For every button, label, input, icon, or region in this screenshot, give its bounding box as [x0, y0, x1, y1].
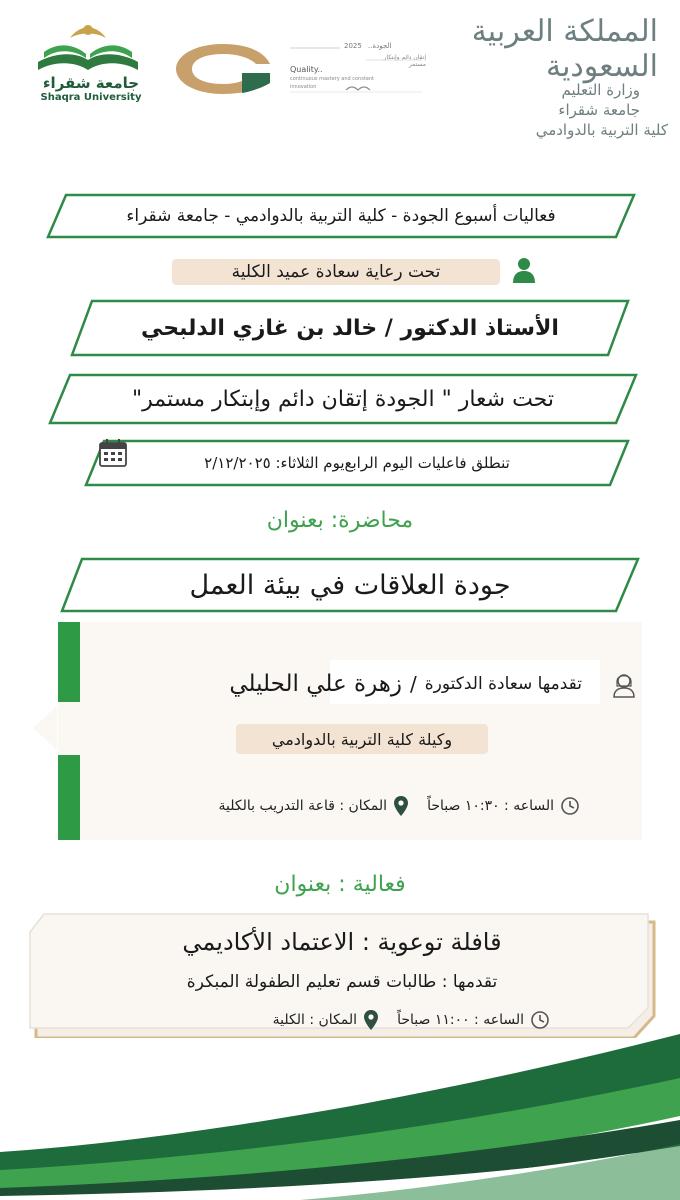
quality-logo-en-line2: innovation — [290, 84, 317, 90]
shaqra-logo-text — [36, 74, 146, 103]
slogan-text: تحت شعار " الجودة إتقان دائم وإبتكار مستمر" — [132, 386, 554, 412]
lecture-card-accent-bottom — [58, 755, 80, 840]
shaqra-university-logo-icon — [30, 18, 146, 78]
presenter-label: تقدمها سعادة الدكتورة — [424, 674, 582, 694]
university-name: جامعة شقراء — [558, 101, 640, 119]
presenter-row — [100, 664, 600, 704]
female-presenter-icon — [612, 672, 636, 698]
dean-name: الأستاذ الدكتور / خالد بن غازي الدلبحي — [141, 315, 559, 341]
lecture-heading: محاضرة: بعنوان — [266, 508, 414, 533]
clock-icon — [560, 796, 580, 816]
day-info-banner — [84, 438, 630, 488]
lecture-card-notch — [33, 706, 57, 750]
dean-banner — [70, 298, 630, 358]
day-info-date: يوم الثلاثاء: ٢/١٢/٢٠٢٥ — [204, 454, 345, 472]
day-info-label: تنطلق فاعليات اليوم الرابع — [344, 454, 510, 472]
college-name: كلية التربية بالدوادمي — [535, 121, 668, 139]
quality-logo-year: 2025 — [344, 42, 362, 50]
quality-logo-ar-title: الجودة.. — [368, 42, 392, 50]
activity-place: المكان : الكلية — [272, 1012, 358, 1028]
lecture-place: المكان : قاعة التدريب بالكلية — [218, 798, 388, 814]
activity-heading: فعالية : بعنوان — [274, 872, 406, 897]
footer-waves — [0, 1020, 680, 1200]
ministry-block — [400, 80, 668, 140]
kingdom-title: المملكة العربية السعودية — [471, 14, 658, 84]
shaqra-logo-en: Shaqra University — [40, 92, 142, 103]
person-icon — [512, 256, 536, 284]
shaqra-logo-ar: جامعة شقراء — [42, 74, 140, 92]
lecture-title-banner — [60, 556, 640, 614]
quality-week-logo — [286, 40, 426, 96]
ministry-name: وزارة التعليم — [561, 81, 640, 99]
activity-time: الساعه : ١١:٠٠ صباحاً — [397, 1012, 524, 1028]
quality-logo-ar-sub: إتقان دائم وإبتكار مستمر — [383, 54, 426, 68]
quality-logo-graphic — [286, 40, 426, 96]
patronage-chip — [172, 259, 500, 285]
event-series-text: فعاليات أسبوع الجودة - كلية التربية بالدوادمي - جامعة شقراء — [126, 206, 556, 226]
lecture-time: الساعه : ١٠:٣٠ صباحاً — [427, 798, 554, 814]
lecture-card-accent-top — [58, 622, 80, 702]
activity-title: قافلة توعوية : الاعتماد الأكاديمي — [182, 928, 502, 956]
location-pin-icon — [393, 795, 409, 817]
presenter-role: وكيلة كلية التربية بالدوادمي — [271, 729, 453, 749]
event-series-banner — [46, 192, 636, 240]
brand-emblem — [172, 40, 274, 98]
presenter-role-chip — [236, 724, 488, 754]
slogan-banner — [48, 372, 638, 426]
activity-presenter: تقدمها : طالبات قسم تعليم الطفولة المبكرة — [186, 972, 498, 992]
presenter-slash: / — [410, 672, 417, 696]
lecture-title: جودة العلاقات في بيئة العمل — [189, 569, 511, 601]
quality-logo-en-title: Quality.. — [290, 65, 323, 74]
lecture-time-place-row — [110, 794, 580, 818]
patronage-text: تحت رعاية سعادة عميد الكلية — [231, 262, 441, 282]
calendar-icon — [98, 438, 128, 468]
presenter-name: زهرة علي الحليلي — [229, 671, 403, 697]
quality-logo-en-line1: continuous mastery and constant — [290, 76, 374, 82]
day-info-row — [84, 438, 630, 488]
